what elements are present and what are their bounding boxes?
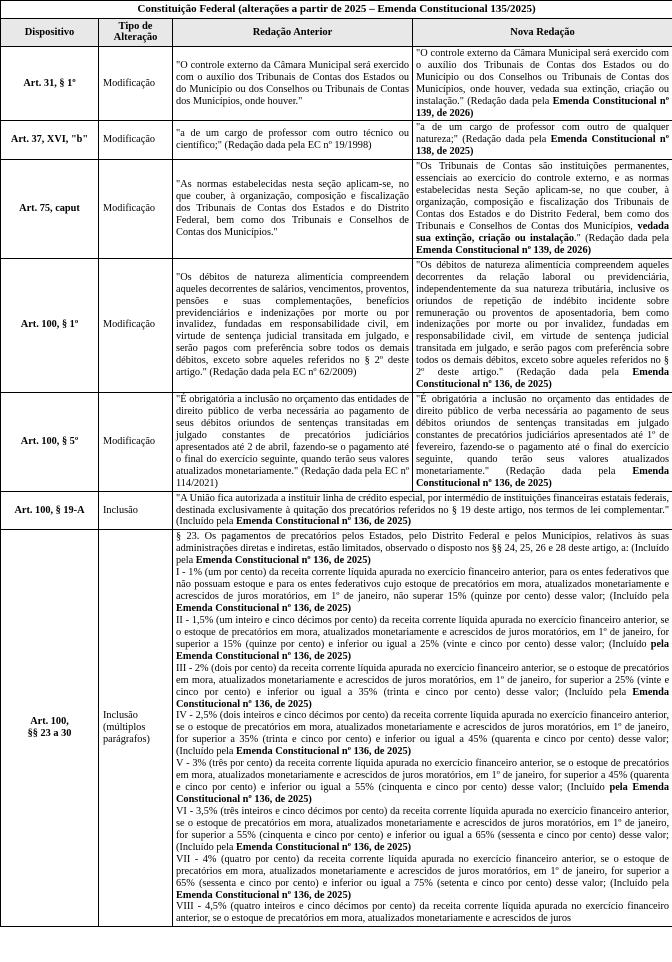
table-row	[1, 491, 672, 530]
paragraph-emenda-ref: pela Emenda Constitucional nº 136, de 2025)	[176, 782, 670, 806]
paragraph-emenda-ref: Emenda Constitucional nº 136, de 2025)	[236, 746, 412, 758]
table-row	[1, 393, 672, 492]
nova-emenda-ref: Emenda Constitucional nº 139, de 2026)	[416, 244, 592, 256]
nova-emenda-ref: Emenda Constitucional nº 138, de 2025)	[416, 134, 670, 158]
cell-nova	[413, 160, 672, 259]
cell-dispositivo: Art. 100, § 1º	[1, 258, 99, 392]
paragraph-text: III - 2% (dois por cento) da receita corrente líquida apurada no exercício financeiro anterior, se o estoque de precatórios em mora, atualizados monetariamente e acrescidos de juros moratórios, em 1º de janeiro, for superior a 25% (vinte e cinco por cento) e inferior ou igual a 35% (trinta e cinco por cento) desse valor; (Incluído pela	[176, 662, 670, 698]
cell-anterior: "Os débitos de natureza alimentícia compreendem aqueles decorrentes de salários, vencimentos, proventos, pensões e suas complementações, benefícios previdenciários e indenizações por morte ou por invalidez, fundadas em responsabilidade civil, em virtude de sentença judicial transitada em julgado, e serão pagos com preferência sobre todos os demais débitos, exceto sobre aqueles referidos no § 2º deste artigo." (Redação dada pela EC nº 62/2009)	[173, 258, 413, 392]
paragraph-text: VI - 3,5% (três inteiros e cinco décimos por cento) da receita corrente líquida apurada no exercício financeiro anterior, se o estoque de precatórios em mora, atualizados monetariamente e acrescidos de juros moratórios, em 1º de janeiro, for superior a 55% (cinquenta e cinco por cento) e inferior ou igual a 65% (sessenta e cinco por cento) desse valor; (Incluído pela	[176, 805, 670, 853]
paragraph-emenda-ref: Emenda Constitucional nº 136, de 2025)	[195, 555, 371, 567]
cell-anterior: "As normas estabelecidas nesta seção aplicam-se, no que couber, à organização, composição e fiscalização dos Tribunais de Contas dos Estados e do Distrito Federal, bem como dos Tribunais e Conselhos de Contas dos Municípios."	[173, 160, 413, 259]
cell-anterior: "O controle externo da Câmara Municipal será exercido com o auxílio dos Tribunais de Contas dos Estados ou do Município ou dos Conselhos ou Tribunais de Contas dos Municípios, onde houver."	[173, 46, 413, 121]
cell-nova	[413, 121, 672, 160]
nova-text: "Os Tribunais de Contas são instituições permanentes, essenciais ao exercício do controle externo, e as normas estabelecidas nesta Seção aplicam-se, no que couber, à organização, composição e fiscalização dos Tribunais de Contas dos Estados e do Distrito Federal, bem como dos Tribunais e Conselhos de Contas dos Municípios,	[416, 161, 670, 232]
nova-text: "Os débitos de natureza alimentícia compreendem aqueles decorrentes da relação laboral ou previdenciária, independentemente da sua natureza tributária, inclusive os oriundos de repetição de indébito incidente sobre remuneração ou proventos de aposentadoria, bem como indenizações por morte ou por invalidez, fundadas em responsabilidade civil, em virtude de sentença judicial transitada em julgado, e serão pagos com preferência sobre todos os demais débitos, exceto sobre aqueles referidos no § 2º deste artigo." (Redação dada pela	[416, 259, 670, 379]
paragraph-text: IV - 2,5% (dois inteiros e cinco décimos por cento) da receita corrente líquida apurada no exercício financeiro anterior, se o estoque de precatórios em mora, atualizados monetariamente e acrescidos de juros moratórios, em 1º de janeiro, for superior a 35% (trinta e cinco por cento) e inferior ou igual a 45% (quarenta e cinco por cento) desse valor; (Incluído pela	[176, 710, 670, 758]
cell-nova	[413, 46, 672, 121]
cell-tipo: Inclusão (múltiplos parágrafos)	[99, 530, 173, 927]
paragraph-23	[176, 531, 669, 567]
table-row	[1, 258, 672, 392]
inciso-vii	[176, 854, 669, 902]
paragraph-text: I - 1% (um por cento) da receita corrente líquida apurada no exercício financeiro anterior, para os entes federativos que não possuam estoque e para os entes federativos cujo estoque de precatórios em mora, atualizados monetariamente e acrescidos de juros moratórios, em 1º de janeiro, não superar 15% (quinze por cento) desse valor; (Incluído pela	[176, 567, 670, 603]
nova-emenda-ref: Emenda Constitucional nº 139, de 2026)	[416, 95, 670, 119]
cell-dispositivo	[1, 530, 99, 927]
paragraph-text: II - 1,5% (um inteiro e cinco décimos por cento) da receita corrente líquida apurada no exercício financeiro anterior, se o estoque de precatórios em mora, atualizados monetariamente e acrescidos de juros moratórios, em 1º de janeiro, for superior a 15% (quinze por cento) e inferior ou igual a 25% (vinte e cinco por cento) desse valor; (Incluído	[176, 614, 670, 650]
table-title: Constituição Federal (alterações a partir de 2025 – Emenda Constitucional 135/2025)	[1, 1, 672, 19]
header-anterior: Redação Anterior	[173, 18, 413, 46]
inciso-iii	[176, 663, 669, 711]
cell-tipo: Modificação	[99, 160, 173, 259]
cell-anterior: "a de um cargo de professor com outro técnico ou científico;" (Redação dada pela EC nº 19/1998)	[173, 121, 413, 160]
table-row	[1, 160, 672, 259]
inciso-vi	[176, 806, 669, 854]
paragraph-emenda-ref: Emenda Constitucional nº 136, de 2025)	[236, 841, 412, 853]
nova-text-2: ." (Redação dada pela	[574, 232, 670, 244]
nova-text: "a de um cargo de professor com outro de qualquer natureza;" (Redação dada pela	[416, 122, 670, 146]
cell-tipo: Modificação	[99, 258, 173, 392]
header-nova: Nova Redação	[413, 18, 672, 46]
header-dispositivo: Dispositivo	[1, 18, 99, 46]
cell-nova	[413, 393, 672, 492]
cell-anterior: "É obrigatória a inclusão no orçamento das entidades de direito público de verba necessária ao pagamento de seus débitos oriundos de sentenças transitadas em julgado constantes de precatórios judiciários apresentados até 2 de abril, fazendo-se o pagamento até o final do exercício seguinte, quando terão seus valores atualizados monetariamente." (Redação dada pela EC nº 114/2021)	[173, 393, 413, 492]
paragraph-text: VIII - 4,5% (quatro inteiros e cinco décimos por cento) da receita corrente líquida apurada no exercício financeiro anterior, se o estoque de precatórios em mora, atualizados monetariamente e acrescidos de juros	[176, 901, 670, 925]
paragraph-emenda-ref: pela Emenda Constitucional nº 136, de 2025)	[176, 638, 670, 662]
paragraph-emenda-ref: Emenda Constitucional nº 136, de 2025)	[176, 686, 670, 710]
inciso-viii	[176, 901, 669, 925]
cell-dispositivo: Art. 31, § 1º	[1, 46, 99, 121]
cell-nova	[413, 258, 672, 392]
paragraph-text: V - 3% (três por cento) da receita corrente líquida apurada no exercício financeiro anterior, se o estoque de precatórios em mora, atualizados monetariamente e acrescidos de juros moratórios, em 1º de janeiro, for superior a 45% (quarenta e cinco por cento) e inferior ou igual a 55% (cinquenta e cinco por cento) desse valor; (Incluído	[176, 758, 670, 794]
cell-dispositivo: Art. 100, § 19-A	[1, 491, 99, 530]
inciso-v	[176, 758, 669, 806]
dispositivo-line-1: Art. 100,	[30, 716, 69, 728]
nova-text: "O controle externo da Câmara Municipal será exercido com o auxílio dos Tribunais de Contas dos Estados ou do Município ou dos Conselhos ou Tribunais de Contas dos Municípios, onde houver, vedada sua extinção, criação ou instalação." (Redação dada pela	[416, 47, 670, 107]
inciso-ii	[176, 615, 669, 663]
paragraph-text: § 23. Os pagamentos de precatórios pelos Estados, pelo Distrito Federal e pelos Municípios, relativos às suas administrações diretas e indiretas, estão limitados, observado o disposto nos §§ 24, 25, 26 e 28 deste artigo, a: (Incluído pela	[176, 531, 670, 567]
nova-text: "É obrigatória a inclusão no orçamento das entidades de direito público de verba necessária ao pagamento de seus débitos oriundos de sentenças transitadas em julgado constantes de precatórios judiciários apresentados até 1º de fevereiro, fazendo-se o pagamento até o final do exercício seguinte, quando terão seus valores atualizados monetariamente." (Redação dada pela	[416, 394, 670, 477]
table-row	[1, 121, 672, 160]
nova-emenda-ref: Emenda Constitucional nº 136, de 2025)	[416, 367, 670, 391]
cell-inclusao-text	[173, 491, 672, 530]
nova-bold-clause: vedada sua extinção, criação ou instalação	[416, 220, 670, 244]
nova-emenda-ref: Emenda Constitucional nº 136, de 2025)	[416, 465, 670, 489]
paragraph-emenda-ref: Emenda Constitucional nº 136, de 2025)	[176, 889, 352, 901]
paragraph-emenda-ref: Emenda Constitucional nº 136, de 2025)	[176, 603, 352, 615]
table-row	[1, 530, 672, 927]
cell-tipo: Inclusão	[99, 491, 173, 530]
inciso-i	[176, 567, 669, 615]
cell-dispositivo: Art. 100, § 5º	[1, 393, 99, 492]
cell-paragraphs	[173, 530, 672, 927]
dispositivo-line-2: §§ 23 a 30	[27, 728, 72, 740]
cell-dispositivo: Art. 37, XVI, "b"	[1, 121, 99, 160]
header-tipo: Tipo de Alteração	[99, 18, 173, 46]
cell-tipo: Modificação	[99, 121, 173, 160]
inclusao-emenda-ref: Emenda Constitucional nº 136, de 2025)	[236, 516, 412, 528]
cell-tipo: Modificação	[99, 46, 173, 121]
table-row	[1, 46, 672, 121]
paragraph-text: VII - 4% (quatro por cento) da receita corrente líquida apurada no exercício financeiro anterior, se o estoque de precatórios em mora, atualizados monetariamente e acrescidos de juros moratórios, em 1º de janeiro, for superior a 65% (sessenta e cinco por cento) e inferior ou igual a 75% (setenta e cinco por cento) desse valor; (Incluído pela	[176, 853, 670, 889]
cell-tipo: Modificação	[99, 393, 173, 492]
cell-dispositivo: Art. 75, caput	[1, 160, 99, 259]
inclusao-text: "A União fica autorizada a instituir linha de crédito especial, por intermédio de instituições financeiras estatais federais, destinada exclusivamente à quitação dos precatórios referidos no § 19 deste artigo, nos termos de lei complementar." (Incluído pela	[176, 492, 670, 528]
inciso-iv	[176, 710, 669, 758]
